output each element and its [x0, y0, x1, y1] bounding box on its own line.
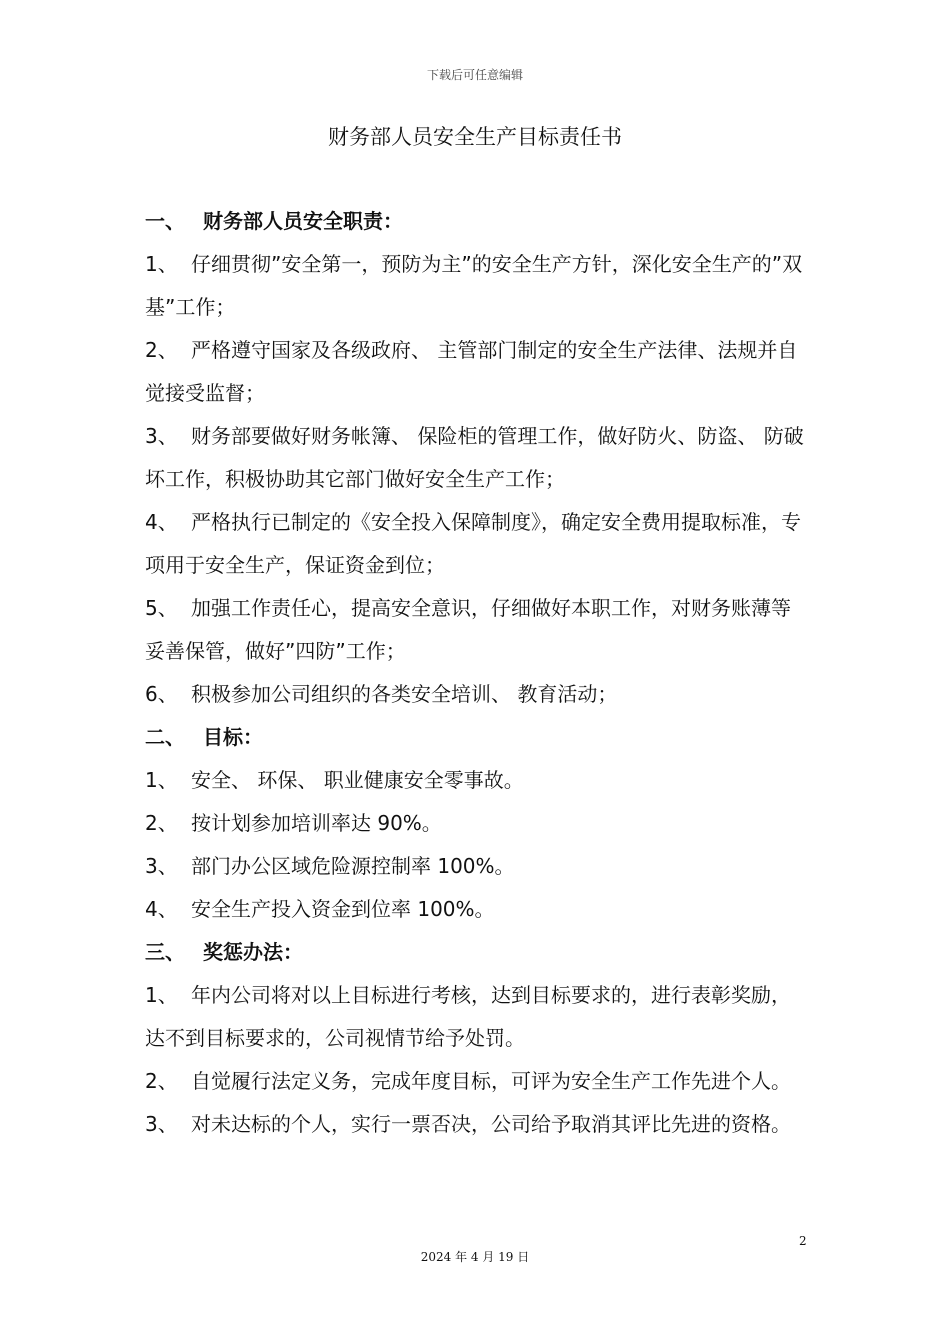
list-item: [145, 974, 805, 1060]
section-heading: [145, 716, 805, 759]
item-text: 安全、 环保、 职业健康安全零事故。: [191, 768, 524, 792]
list-item: [145, 845, 805, 888]
list-item: [145, 1060, 805, 1103]
item-text: 对未达标的个人，实行一票否决，公司给予取消其评比先进的资格。: [191, 1112, 791, 1136]
page-header: 下载后可任意编辑: [426, 68, 523, 82]
item-text: 加强工作责任心，提高安全意识，仔细做好本职工作，对财务账薄等妥善保管，做好”四防”工作；: [145, 596, 791, 663]
item-number: 2、: [145, 338, 178, 362]
section-title: 财务部人员安全职责：: [203, 209, 403, 233]
item-number: 3、: [145, 424, 178, 448]
document-title: 财务部人员安全生产目标责任书: [328, 125, 622, 149]
item-text: 财务部要做好财务帐簿、 保险柜的管理工作，做好防火、防盗、 防破坏工作，积极协助其它部门做好安全生产工作；: [145, 424, 804, 491]
list-item: [145, 759, 805, 802]
item-text: 仔细贯彻”安全第一，预防为主”的安全生产方针，深化安全生产的”双基”工作；: [145, 252, 803, 319]
section-title: 奖惩办法：: [203, 940, 303, 964]
list-item: [145, 673, 805, 716]
page-number: 2: [799, 1234, 807, 1248]
item-text: 自觉履行法定义务，完成年度目标，可评为安全生产工作先进个人。: [191, 1069, 791, 1093]
document-body: [145, 200, 805, 1146]
list-item: [145, 888, 805, 931]
section-goals: [145, 716, 805, 931]
item-number: 1、: [145, 983, 178, 1007]
item-text: 积极参加公司组织的各类安全培训、 教育活动；: [191, 682, 618, 706]
list-item: [145, 587, 805, 673]
item-number: 5、: [145, 596, 178, 620]
item-number: 4、: [145, 897, 178, 921]
item-number: 2、: [145, 1069, 178, 1093]
item-number: 1、: [145, 768, 178, 792]
list-item: [145, 1103, 805, 1146]
section-heading: [145, 200, 805, 243]
footer-date: 2024 年 4 月 19 日: [420, 1250, 530, 1264]
item-number: 3、: [145, 1112, 178, 1136]
section-number: 二、: [145, 725, 185, 749]
list-item: [145, 243, 805, 329]
section-heading: [145, 931, 805, 974]
item-number: 2、: [145, 811, 178, 835]
item-text: 严格执行已制定的《安全投入保障制度》，确定安全费用提取标准，专项用于安全生产，保证资金到位；: [145, 510, 801, 577]
item-text: 安全生产投入资金到位率 100%。: [191, 897, 495, 921]
section-number: 三、: [145, 940, 185, 964]
item-number: 1、: [145, 252, 178, 276]
item-number: 4、: [145, 510, 178, 534]
list-item: [145, 329, 805, 415]
item-number: 6、: [145, 682, 178, 706]
item-text: 按计划参加培训率达 90%。: [191, 811, 442, 835]
section-title: 目标：: [203, 725, 263, 749]
section-number: 一、: [145, 209, 185, 233]
section-rewards-penalties: [145, 931, 805, 1146]
list-item: [145, 501, 805, 587]
item-text: 严格遵守国家及各级政府、 主管部门制定的安全生产法律、法规并自觉接受监督；: [145, 338, 798, 405]
list-item: [145, 802, 805, 845]
section-duties: [145, 200, 805, 716]
item-text: 年内公司将对以上目标进行考核，达到目标要求的，进行表彰奖励，达不到目标要求的，公司视情节给予处罚。: [145, 983, 791, 1050]
item-number: 3、: [145, 854, 178, 878]
list-item: [145, 415, 805, 501]
item-text: 部门办公区域危险源控制率 100%。: [191, 854, 515, 878]
